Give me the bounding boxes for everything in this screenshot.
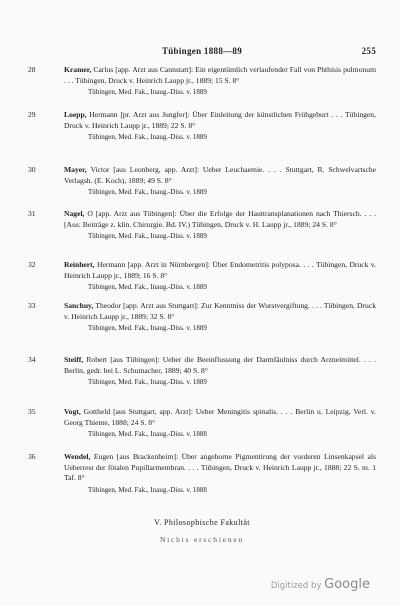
faculty-note: Tübingen, Med. Fak., Inaug.-Diss. v. 1889	[88, 232, 207, 241]
entry-body	[64, 355, 376, 376]
entry-body	[64, 260, 376, 281]
entry-body	[64, 407, 376, 428]
entry-body	[64, 110, 376, 131]
entry	[28, 165, 376, 197]
author-name: Vogt,	[64, 407, 81, 416]
entry-body	[64, 65, 376, 86]
entry-body	[64, 165, 376, 186]
entry	[28, 355, 376, 387]
author-name: Steiff,	[64, 355, 84, 364]
entry-body	[64, 301, 376, 322]
entry	[28, 260, 376, 292]
entry-text: Gottheld [aus Stuttgart, app. Arzt]: Ueber Meningitis spinalis. . . . Berlin u. Leipzig, Verl. v. Georg Thieme, 1888; 24 S. 8°	[64, 407, 376, 427]
entry-body	[64, 209, 376, 230]
page-number: 255	[361, 46, 376, 56]
entry-text: Hermann [app. Arzt in Nürnbergen]: Über Endometritis polyposa. . . . Tübingen, Druck v. Heinrich Laupp jr., 1889; 16 S. 8°	[64, 260, 376, 280]
entry	[28, 209, 376, 241]
faculty-note: Tübingen, Med. Fak., Inaug.-Diss. v. 1889	[88, 283, 207, 292]
entry	[28, 65, 376, 97]
entry-number: 31	[28, 209, 36, 218]
entry-number: 28	[28, 65, 36, 74]
page-header	[28, 46, 376, 58]
entry-text: O [app. Arzt aus Tübingen]: Über die Erfolge der Hauttransplanationen nach Thiersch. . . . [Aus: Beiträge z. klin. Chirurgie. Bd. IV.) Tübingen, Druck v. H. Laupp jr., 1889; 24 S. 8°	[64, 209, 376, 229]
faculty-note: Tübingen, Med. Fak., Inaug.-Diss. v. 1889	[88, 133, 207, 142]
author-name: Reinhert,	[64, 260, 95, 269]
digitized-watermark	[271, 577, 370, 592]
entry-body	[64, 452, 376, 484]
entry-text: Victor [aus Leonberg, app. Arzt]: Ueber Leuchaemie. . . . Stuttgart, R. Schwelvartsche Verlagsh. (E. Koch), 1889; 49 S. 8°	[64, 165, 376, 185]
author-name: Mayer,	[64, 165, 87, 174]
running-title: Tübingen 1888—89	[161, 46, 243, 56]
entry-text: Hermann [pr. Arzt aus Jungfer]: Über Einleitung der künstlichen Frühgeburt . . . Tübingen, Druck v. Heinrich Laupp jr., 1889; 22 S. 8°	[64, 110, 376, 130]
entry-text: Eugen [aus Brackenheim]: Über angeborne Pigmentirung der vorderen Linsenkapsel als Ueberrest der fötalen Pupillarmembran. . . . Tübingen, Druck v. Heinrich Laupp jr., 1888; 22 S. m. 1 Taf. 8°	[64, 452, 376, 483]
entry	[28, 407, 376, 439]
entry-number: 32	[28, 260, 36, 269]
author-name: Wendel,	[64, 452, 91, 461]
faculty-note: Tübingen, Med. Fak., Inaug.-Diss. v. 1888	[88, 430, 207, 439]
faculty-note: Tübingen, Med. Fak., Inaug.-Diss. v. 1889	[88, 378, 207, 387]
faculty-note: Tübingen, Med. Fak., Inaug.-Diss. v. 1888	[88, 485, 207, 494]
author-name: Kramer,	[64, 65, 92, 74]
google-logo: Google	[324, 577, 370, 592]
section-note: Nichts erschienen	[159, 535, 245, 544]
faculty-note: Tübingen, Med. Fak., Inaug.-Diss. v. 1889	[88, 324, 207, 333]
entry	[28, 452, 376, 495]
section-heading: V. Philosophische Fakultät	[154, 518, 250, 527]
entry-number: 35	[28, 407, 36, 416]
author-name: Sanchuy,	[64, 301, 94, 310]
entry-number: 29	[28, 110, 36, 119]
entry-text: Robert [aus Tübingen]: Ueber die Beeinflussung der Darmfäulniss durch Arzneimittel. . . . Berlin, gedr. bei L. Schumacher, 1889; 40 S. 8°	[64, 355, 376, 375]
entry-number: 33	[28, 301, 36, 310]
entry	[28, 301, 376, 333]
entry-number: 34	[28, 355, 36, 364]
faculty-note: Tübingen, Med. Fak., Inaug.-Diss. v. 1889	[88, 188, 207, 197]
faculty-note: Tübingen, Med. Fak., Inaug.-Diss. v. 1889	[88, 88, 207, 97]
author-name: Nagel,	[64, 209, 85, 218]
entry	[28, 110, 376, 142]
entry-number: 30	[28, 165, 36, 174]
author-name: Loepp,	[64, 110, 87, 119]
watermark-prefix: Digitized by	[270, 581, 322, 591]
entry-text: Theodor [app. Arzt aus Stuttgart]: Zur Kenntniss der Wurstvergiftung. . . . Tübingen, Druck v. Heinrich Laupp jr., 1889; 32 S. 8°	[64, 301, 376, 321]
entry-number: 36	[28, 452, 36, 461]
entry-text: Carlus [app. Arzt aus Cannstatt]: Ein eigentümlich verlaufender Fall von Phthisis pulmonum . . . Tübingen, Druck v. Heinrich Laupp jr., 1889; 15 S. 8°	[64, 65, 376, 85]
